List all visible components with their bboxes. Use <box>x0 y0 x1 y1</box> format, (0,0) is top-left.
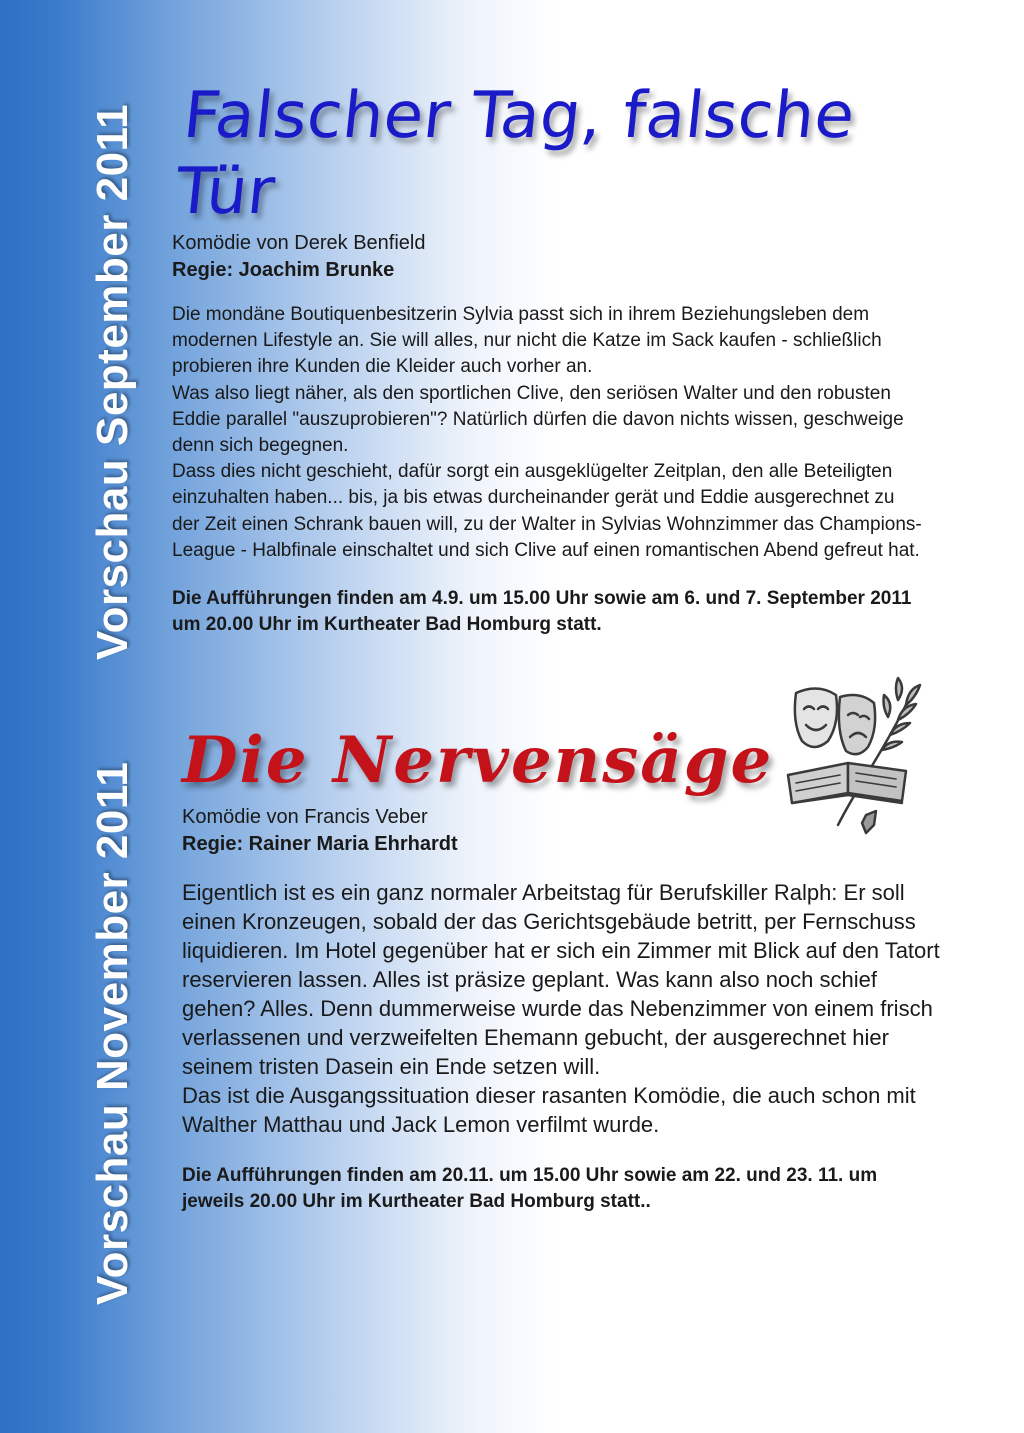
description-paragraph: Dass dies nicht geschieht, dafür sorgt ein ausgeklügelter Zeitplan, den alle Beteiligten einzuhalten haben... bis, ja bis etwas durcheinander gerät und Eddie ausgerechnet zu der Zeit einen Schrank bauen will, zu der Walter in Sylvias Wohnzimmer das Champions-League - Halbfinale einschaltet und sich Clive auf einen romantischen Abend gefreut hat. <box>172 461 922 561</box>
play-author: Komödie von Derek Benfield <box>172 232 426 254</box>
play-director: Regie: Rainer Maria Ehrhardt <box>182 833 458 855</box>
play-author: Komödie von Francis Veber <box>182 806 428 828</box>
sidebar-label-september: Vorschau September 2011 <box>88 103 137 660</box>
play-description <box>182 878 942 1139</box>
performance-dates: Die Aufführungen finden am 20.11. um 15.00 Uhr sowie am 22. und 23. 11. um jeweils 20.00 Uhr im Kurtheater Bad Homburg statt.. <box>182 1165 878 1212</box>
play-director: Regie: Joachim Brunke <box>172 259 395 281</box>
play-description <box>172 302 922 564</box>
performance-dates: Die Aufführungen finden am 4.9. um 15.00 Uhr sowie am 6. und 7. September 2011 um 20.00 Uhr im Kurtheater Bad Homburg statt. <box>172 588 912 636</box>
play-title: Die Nervensäge <box>182 723 774 798</box>
sidebar-label-november: Vorschau November 2011 <box>88 761 137 1305</box>
play-title: Falscher Tag, falsche Tür <box>172 79 859 229</box>
play-section-die-nervensaege <box>182 718 942 1234</box>
description-paragraph: Die mondäne Boutiquenbesitzerin Sylvia passt sich in ihrem Beziehungsleben dem modernen Lifestyle an. Sie will alles, nur nicht die Katze im Sack kaufen - schließlich probieren ihre Kunden die Kleider auch vorher an. <box>172 304 882 378</box>
description-paragraph: Eigentlich ist es ein ganz normaler Arbeitstag für Berufskiller Ralph: Er soll einen Kronzeugen, sobald der das Gerichtsgebäude betritt, per Fernschuss liquidieren. Im Hotel gegenüber hat er sich ein Zimmer mit Blick auf den Tatort reservieren lassen. Alles ist präsize geplant. Was kann also noch schief gehen? Alles. Denn dummerweise wurde das Nebenzimmer von einem frisch verlassenen und verzweifelten Ehemann gebucht, der ausgerechnet hier seinem tristen Dasein ein Ende setzen will. <box>182 880 940 1079</box>
play-section-falscher-tag <box>172 78 922 657</box>
description-paragraph: Was also liegt näher, als den sportlichen Clive, den seriösen Walter und den robusten Eddie parallel "auszuprobieren"? Natürlich dürfen die davon nichts wissen, geschweige denn sich begegnen. <box>172 382 904 457</box>
description-paragraph: Das ist die Ausgangssituation dieser rasanten Komödie, die auch schon mit Walther Matthau und Jack Lemon verfilmt wurde. <box>182 1083 916 1137</box>
